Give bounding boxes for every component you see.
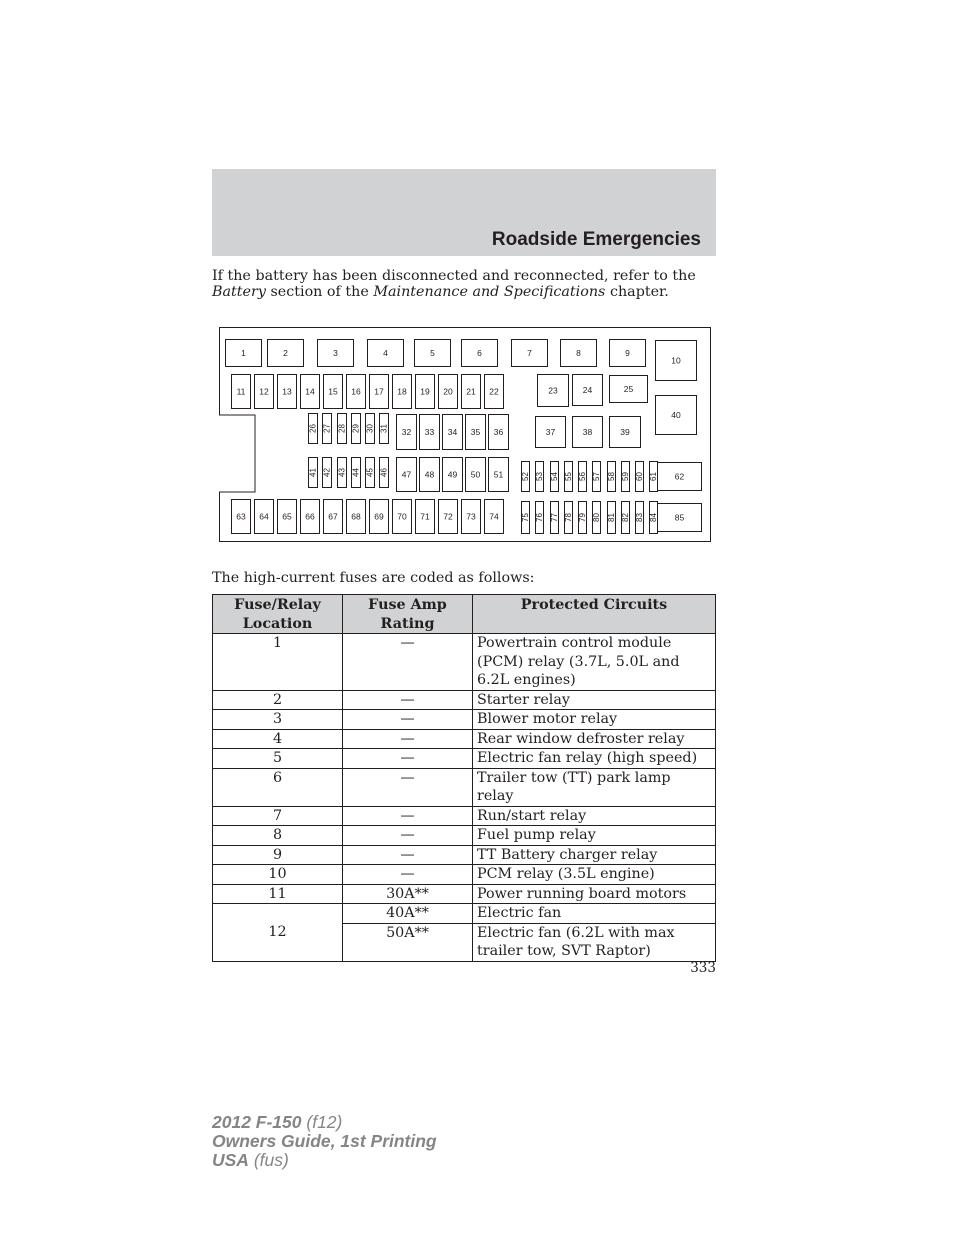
fuse-53 — [535, 462, 544, 492]
fuse-label: 61 — [649, 472, 658, 481]
fuse-2 — [268, 340, 304, 367]
cell-amp: — — [343, 690, 473, 710]
table-row — [213, 710, 716, 730]
fuse-74 — [485, 500, 504, 534]
header-location: Fuse/Relay Location — [213, 595, 343, 634]
cell-amp: 30A** — [343, 884, 473, 904]
fuse-59 — [621, 462, 630, 492]
fuse-label: 71 — [420, 511, 430, 522]
fuse-60 — [635, 462, 644, 492]
fuse-label: 22 — [489, 386, 499, 397]
intro-text-3: chapter. — [605, 284, 669, 300]
table-row — [213, 865, 716, 885]
cell-location: 3 — [213, 710, 343, 730]
fuse-label: 53 — [535, 472, 544, 481]
fuse-label: 14 — [305, 386, 315, 397]
fuse-label: 70 — [397, 511, 407, 522]
fuse-label: 32 — [401, 427, 412, 437]
fuse-70 — [393, 500, 412, 534]
fuse-label: 39 — [620, 427, 630, 437]
footer-line-3 — [212, 1151, 437, 1170]
fuse-67 — [324, 500, 343, 534]
cell-location: 10 — [213, 865, 343, 885]
cell-circuit: Electric fan — [473, 904, 716, 924]
cell-amp: — — [343, 749, 473, 769]
fuse-65 — [278, 500, 297, 534]
fuse-label: 36 — [493, 427, 504, 437]
fuse-label: 44 — [351, 468, 361, 477]
fuse-23 — [538, 375, 569, 407]
fuse-label: 80 — [592, 513, 601, 522]
fuse-10 — [656, 341, 697, 381]
fuse-label: 26 — [308, 424, 318, 433]
fuse-label: 33 — [424, 427, 435, 437]
intro-battery-ref: Battery — [212, 284, 266, 300]
fuse-56 — [578, 462, 587, 492]
section-title: Roadside Emergencies — [491, 229, 701, 250]
footer-market-code: (fus) — [248, 1150, 289, 1170]
fuse-label: 74 — [489, 511, 499, 522]
fuse-69 — [370, 500, 389, 534]
cell-location: 8 — [213, 826, 343, 846]
fuse-63 — [232, 500, 251, 534]
fuse-label: 5 — [430, 348, 435, 358]
cell-circuit: Powertrain control module (PCM) relay (3.7L, 5.0L and 6.2L engines) — [473, 634, 716, 691]
cell-location: 4 — [213, 729, 343, 749]
fuse-32 — [397, 415, 417, 450]
table-row — [213, 768, 716, 806]
footer-market: USA — [212, 1150, 249, 1170]
intro-paragraph — [212, 268, 722, 300]
fuse-label: 18 — [397, 386, 407, 397]
fuse-1 — [226, 340, 262, 367]
fuse-label: 8 — [576, 348, 581, 358]
cell-circuit: Power running board motors — [473, 884, 716, 904]
table-row — [213, 806, 716, 826]
fuse-62 — [658, 463, 702, 491]
fuse-17 — [370, 375, 389, 409]
cell-location: 11 — [213, 884, 343, 904]
fuse-15 — [324, 375, 343, 409]
fuse-20 — [439, 375, 458, 409]
fuse-80 — [592, 502, 601, 534]
cell-amp: 40A** — [343, 904, 473, 924]
fuse-82 — [621, 502, 630, 534]
fuse-label: 51 — [493, 469, 504, 480]
fuse-label: 2 — [283, 348, 288, 358]
fuse-label: 55 — [564, 472, 573, 481]
fuse-6 — [462, 340, 498, 367]
fuse-label: 62 — [674, 471, 685, 482]
fuse-24 — [573, 375, 603, 406]
table-row — [213, 634, 716, 691]
fuse-label: 47 — [401, 469, 412, 480]
fuse-label: 85 — [674, 512, 685, 523]
table-row — [213, 826, 716, 846]
cell-circuit: Trailer tow (TT) park lamp relay — [473, 768, 716, 806]
fuse-label: 41 — [308, 468, 318, 477]
fuse-8 — [561, 340, 597, 367]
fuse-22 — [485, 375, 504, 409]
fuse-label: 65 — [282, 511, 292, 522]
cell-amp: 50A** — [343, 923, 473, 961]
fuse-table — [212, 594, 716, 962]
cell-location: 9 — [213, 845, 343, 865]
fuse-label: 12 — [259, 386, 269, 397]
fuse-28 — [338, 414, 347, 444]
fuse-label: 30 — [365, 424, 375, 433]
cell-amp: — — [343, 806, 473, 826]
fuse-label: 17 — [374, 386, 384, 397]
cell-circuit: PCM relay (3.5L engine) — [473, 865, 716, 885]
fuse-label: 7 — [527, 348, 532, 358]
fuse-label: 75 — [521, 513, 530, 522]
fuse-label: 40 — [671, 410, 681, 420]
intro-maint-ref: Maintenance and Specifications — [373, 284, 606, 300]
fuse-61 — [649, 462, 658, 492]
fuse-4 — [368, 340, 404, 367]
fuse-label: 68 — [351, 511, 361, 522]
fuse-29 — [352, 414, 361, 444]
table-header-row — [213, 595, 716, 634]
cell-circuit: Electric fan relay (high speed) — [473, 749, 716, 769]
table-row — [213, 884, 716, 904]
fuse-84 — [649, 502, 658, 534]
cell-circuit: Starter relay — [473, 690, 716, 710]
fuse-label: 10 — [671, 355, 681, 366]
fuse-21 — [462, 375, 481, 409]
fuse-52 — [521, 462, 530, 492]
fuse-label: 77 — [550, 513, 559, 522]
fuse-48 — [420, 458, 440, 492]
fuse-label: 69 — [374, 511, 384, 522]
fuse-label: 9 — [625, 348, 630, 358]
fuse-label: 73 — [466, 511, 476, 522]
fuse-label: 11 — [236, 386, 246, 397]
header-band — [212, 169, 716, 256]
fuse-label: 1 — [241, 348, 246, 358]
table-row — [213, 729, 716, 749]
fuse-49 — [443, 458, 463, 492]
fuse-box-svg — [219, 327, 711, 542]
fuse-79 — [578, 502, 587, 534]
fuse-30 — [366, 414, 375, 444]
fuse-label: 3 — [333, 348, 338, 358]
cell-location: 5 — [213, 749, 343, 769]
fuse-77 — [550, 502, 559, 534]
fuse-label: 6 — [477, 348, 482, 358]
table-row — [213, 904, 716, 924]
fuse-46 — [380, 458, 389, 488]
fuse-13 — [278, 375, 297, 409]
fuse-label: 56 — [578, 472, 587, 481]
cell-amp: — — [343, 768, 473, 806]
fuse-76 — [535, 502, 544, 534]
fuse-18 — [393, 375, 412, 409]
fuse-72 — [439, 500, 458, 534]
footer-line-1 — [212, 1113, 437, 1132]
fuse-label: 60 — [635, 472, 644, 481]
fuse-label: 35 — [470, 427, 481, 437]
fuse-19 — [416, 375, 435, 409]
fuse-label: 21 — [466, 386, 476, 397]
fuse-47 — [397, 458, 417, 492]
fuse-label: 13 — [282, 386, 292, 397]
fuse-label: 29 — [351, 424, 361, 433]
table-row — [213, 845, 716, 865]
intro-text-2: section of the — [265, 284, 374, 300]
fuse-44 — [352, 458, 361, 488]
fuse-27 — [323, 414, 332, 444]
fuse-38 — [573, 417, 603, 448]
cell-circuit: Blower motor relay — [473, 710, 716, 730]
fuse-50 — [466, 458, 486, 492]
fuse-label: 81 — [607, 513, 616, 522]
fuse-5 — [415, 340, 451, 367]
fuse-label: 66 — [305, 511, 315, 522]
fuse-label: 42 — [322, 468, 332, 477]
fuse-label: 72 — [443, 511, 453, 522]
fuse-label: 50 — [470, 469, 481, 480]
fuse-54 — [550, 462, 559, 492]
fuse-label: 64 — [259, 511, 269, 522]
fuse-label: 63 — [236, 511, 246, 522]
footer-model: 2012 F-150 — [212, 1112, 302, 1132]
fuse-label: 52 — [521, 472, 530, 481]
fuse-label: 79 — [578, 513, 587, 522]
fuse-label: 43 — [337, 468, 347, 477]
fuse-75 — [521, 502, 530, 534]
fuse-83 — [635, 502, 644, 534]
fuse-label: 57 — [592, 472, 601, 481]
fuse-label: 23 — [548, 385, 558, 396]
cell-location: 6 — [213, 768, 343, 806]
fuse-label: 49 — [447, 469, 458, 480]
fuse-label: 46 — [379, 468, 389, 477]
fuse-34 — [443, 415, 463, 450]
cell-location: 12 — [213, 904, 343, 962]
cell-circuit: TT Battery charger relay — [473, 845, 716, 865]
fuse-label: 83 — [635, 513, 644, 522]
fuse-26 — [309, 414, 318, 444]
fuse-label: 38 — [582, 427, 593, 437]
fuse-label: 76 — [535, 513, 544, 522]
fuse-85 — [658, 504, 702, 532]
fuse-42 — [323, 458, 332, 488]
table-row — [213, 749, 716, 769]
fuse-label: 58 — [607, 472, 616, 481]
fuse-11 — [232, 375, 251, 409]
fuse-64 — [255, 500, 274, 534]
fuse-label: 48 — [424, 469, 435, 480]
fuse-label: 4 — [383, 348, 388, 358]
footer-guide: Owners Guide, 1st Printing — [212, 1131, 437, 1151]
fuse-57 — [592, 462, 601, 492]
fuse-66 — [301, 500, 320, 534]
cell-location: 2 — [213, 690, 343, 710]
fuse-label: 84 — [649, 513, 658, 522]
fuse-33 — [420, 415, 440, 450]
cell-amp: — — [343, 845, 473, 865]
fuse-36 — [489, 415, 509, 450]
fuse-label: 16 — [351, 386, 361, 397]
fuse-25 — [610, 376, 648, 403]
header-circuits: Protected Circuits — [473, 595, 716, 634]
cell-location: 1 — [213, 634, 343, 691]
fuse-58 — [607, 462, 616, 492]
fuse-40 — [656, 396, 697, 435]
fuse-37 — [536, 417, 566, 448]
fuse-label: 27 — [322, 424, 332, 433]
fuse-label: 54 — [550, 472, 559, 481]
cell-amp: — — [343, 826, 473, 846]
fuse-label: 19 — [420, 386, 430, 397]
fuse-81 — [607, 502, 616, 534]
fuse-71 — [416, 500, 435, 534]
fuse-55 — [564, 462, 573, 492]
cell-circuit: Run/start relay — [473, 806, 716, 826]
fuse-7 — [512, 340, 548, 367]
fuse-78 — [564, 502, 573, 534]
fuse-9 — [610, 340, 646, 367]
fuse-43 — [338, 458, 347, 488]
cell-circuit: Rear window defroster relay — [473, 729, 716, 749]
fuse-45 — [366, 458, 375, 488]
fuse-label: 82 — [621, 513, 630, 522]
fuse-68 — [347, 500, 366, 534]
fuse-label: 24 — [582, 385, 593, 395]
fuse-label: 31 — [379, 424, 389, 433]
fuse-label: 37 — [545, 427, 556, 437]
fuse-box-diagram — [219, 327, 711, 542]
fuse-51 — [489, 458, 509, 492]
cell-amp: — — [343, 710, 473, 730]
fuse-35 — [466, 415, 486, 450]
cell-amp: — — [343, 729, 473, 749]
fuse-31 — [380, 414, 389, 444]
footer-model-code: (f12) — [301, 1112, 343, 1132]
fuse-label: 34 — [447, 427, 458, 437]
cell-circuit: Electric fan (6.2L with max trailer tow, SVT Raptor) — [473, 923, 716, 961]
fuse-3 — [318, 340, 354, 367]
cell-circuit: Fuel pump relay — [473, 826, 716, 846]
fuse-label: 25 — [623, 384, 634, 394]
fuse-label: 20 — [443, 386, 453, 397]
fuse-label: 59 — [621, 472, 630, 481]
fuse-label: 15 — [328, 386, 338, 397]
fuse-label: 45 — [365, 468, 375, 477]
fuse-41 — [309, 458, 318, 488]
fuse-label: 78 — [564, 513, 573, 522]
table-row — [213, 690, 716, 710]
footer — [212, 1113, 437, 1170]
fuse-16 — [347, 375, 366, 409]
fuse-12 — [255, 375, 274, 409]
intro-text-1: If the battery has been disconnected and reconnected, refer to the — [212, 268, 696, 284]
footer-line-2 — [212, 1132, 437, 1151]
fuse-label: 28 — [337, 424, 347, 433]
fuse-14 — [301, 375, 320, 409]
page-number: 333 — [690, 960, 716, 976]
cell-amp: — — [343, 865, 473, 885]
fuse-label: 67 — [328, 511, 338, 522]
cell-location: 7 — [213, 806, 343, 826]
cell-amp: — — [343, 634, 473, 691]
header-amp: Fuse Amp Rating — [343, 595, 473, 634]
fuse-39 — [610, 417, 641, 448]
fuse-73 — [462, 500, 481, 534]
coded-text: The high-current fuses are coded as follows: — [212, 570, 535, 586]
